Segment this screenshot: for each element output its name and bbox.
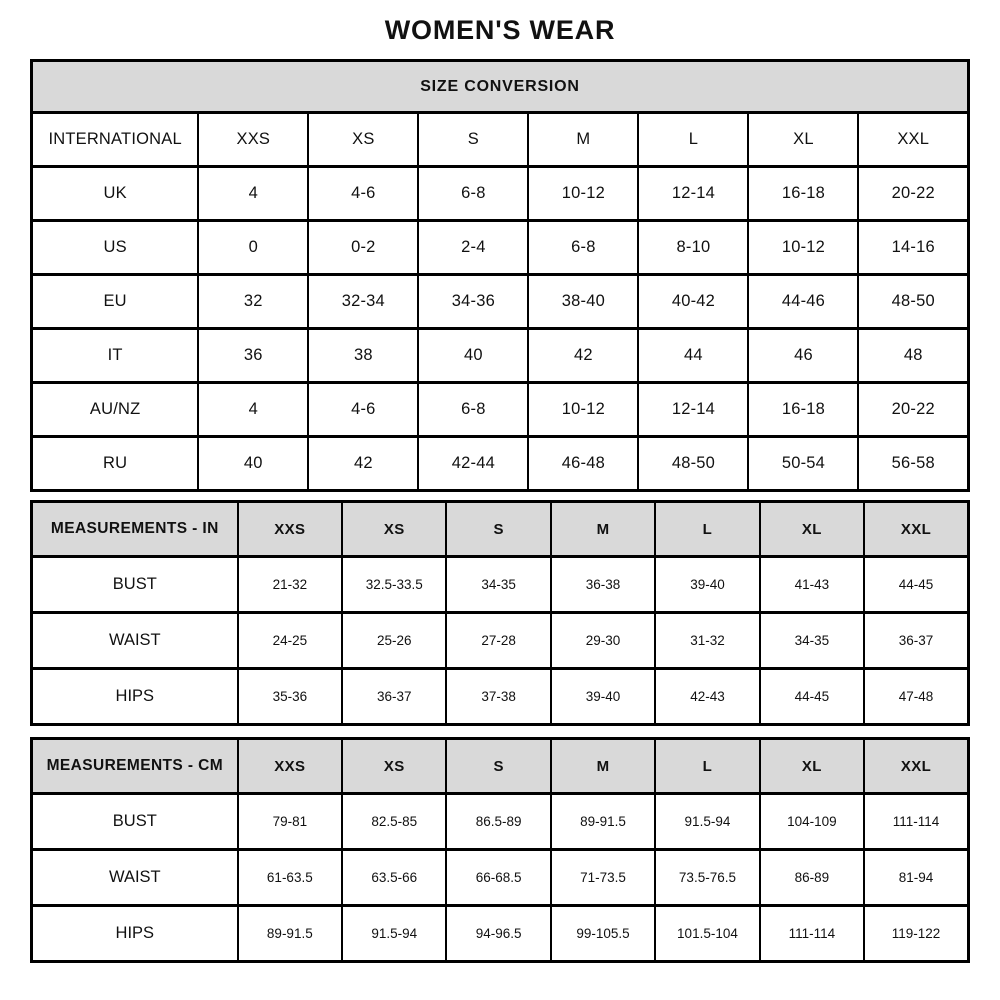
- size-cell: 6-8: [418, 167, 528, 221]
- measure-cell: 42-43: [655, 669, 759, 725]
- row-label: IT: [32, 329, 199, 383]
- size-cell: 38: [308, 329, 418, 383]
- size-cell: 10-12: [528, 383, 638, 437]
- measure-cell: 104-109: [760, 794, 864, 850]
- size-cell: 4: [198, 167, 308, 221]
- column-header-xs: XS: [342, 739, 446, 794]
- row-label: AU/NZ: [32, 383, 199, 437]
- table-row-uk: [32, 167, 969, 221]
- measurements-cm-title: MEASUREMENTS - CM: [32, 739, 238, 794]
- table-row-bust-cm: [32, 794, 969, 850]
- column-header-s: S: [446, 739, 550, 794]
- column-header-m: M: [551, 502, 655, 557]
- row-label: HIPS: [32, 669, 238, 725]
- size-cell: 46: [748, 329, 858, 383]
- size-cell: 40: [198, 437, 308, 491]
- measure-cell: 35-36: [238, 669, 342, 725]
- size-cell: 10-12: [748, 221, 858, 275]
- column-header-m: M: [528, 113, 638, 167]
- column-header-m: M: [551, 739, 655, 794]
- size-cell: 4-6: [308, 383, 418, 437]
- size-cell: 36: [198, 329, 308, 383]
- measurements-in-header-row: [32, 502, 969, 557]
- size-conversion-title: SIZE CONVERSION: [32, 61, 969, 113]
- row-label: WAIST: [32, 850, 238, 906]
- size-cell: 42: [308, 437, 418, 491]
- table-row-hips-cm: [32, 906, 969, 962]
- measure-cell: 73.5-76.5: [655, 850, 759, 906]
- size-cell: 2-4: [418, 221, 528, 275]
- column-header-international: INTERNATIONAL: [32, 113, 199, 167]
- measure-cell: 44-45: [864, 557, 968, 613]
- measure-cell: 41-43: [760, 557, 864, 613]
- size-cell: 48-50: [858, 275, 968, 329]
- column-header-xxs: XXS: [238, 739, 342, 794]
- size-cell: 32: [198, 275, 308, 329]
- table-row-it: [32, 329, 969, 383]
- measure-cell: 82.5-85: [342, 794, 446, 850]
- size-cell: 20-22: [858, 383, 968, 437]
- row-label: BUST: [32, 557, 238, 613]
- measure-cell: 91.5-94: [655, 794, 759, 850]
- size-cell: 4: [198, 383, 308, 437]
- size-cell: 40-42: [638, 275, 748, 329]
- page-title: WOMEN'S WEAR: [384, 15, 616, 45]
- size-cell: 42-44: [418, 437, 528, 491]
- table-row-us: [32, 221, 969, 275]
- column-header-l: L: [638, 113, 748, 167]
- size-cell: 42: [528, 329, 638, 383]
- measure-cell: 119-122: [864, 906, 968, 962]
- measure-cell: 86-89: [760, 850, 864, 906]
- size-cell: 16-18: [748, 383, 858, 437]
- measure-cell: 111-114: [760, 906, 864, 962]
- row-label: WAIST: [32, 613, 238, 669]
- size-cell: 10-12: [528, 167, 638, 221]
- measure-cell: 36-38: [551, 557, 655, 613]
- size-cell: 14-16: [858, 221, 968, 275]
- measure-cell: 31-32: [655, 613, 759, 669]
- size-cell: 48: [858, 329, 968, 383]
- size-cell: 44-46: [748, 275, 858, 329]
- size-cell: 44: [638, 329, 748, 383]
- size-cell: 6-8: [528, 221, 638, 275]
- column-header-xl: XL: [760, 739, 864, 794]
- table-row-ru: [32, 437, 969, 491]
- column-header-xxs: XXS: [238, 502, 342, 557]
- measure-cell: 89-91.5: [551, 794, 655, 850]
- measure-cell: 34-35: [760, 613, 864, 669]
- measure-cell: 61-63.5: [238, 850, 342, 906]
- measure-cell: 21-32: [238, 557, 342, 613]
- size-cell: 8-10: [638, 221, 748, 275]
- row-label: RU: [32, 437, 199, 491]
- table-row-eu: [32, 275, 969, 329]
- measure-cell: 39-40: [551, 669, 655, 725]
- measure-cell: 94-96.5: [446, 906, 550, 962]
- size-cell: 38-40: [528, 275, 638, 329]
- row-label: HIPS: [32, 906, 238, 962]
- column-header-xxl: XXL: [864, 739, 968, 794]
- column-header-l: L: [655, 502, 759, 557]
- size-cell: 48-50: [638, 437, 748, 491]
- measure-cell: 79-81: [238, 794, 342, 850]
- measure-cell: 44-45: [760, 669, 864, 725]
- size-cell: 6-8: [418, 383, 528, 437]
- measurements-in-table: [30, 500, 970, 726]
- size-cell: 20-22: [858, 167, 968, 221]
- size-cell: 12-14: [638, 383, 748, 437]
- measure-cell: 81-94: [864, 850, 968, 906]
- measure-cell: 101.5-104: [655, 906, 759, 962]
- measure-cell: 63.5-66: [342, 850, 446, 906]
- measure-cell: 24-25: [238, 613, 342, 669]
- column-header-xs: XS: [342, 502, 446, 557]
- table-row-bust-in: [32, 557, 969, 613]
- measurements-cm-header-row: [32, 739, 969, 794]
- size-conversion-title-row: [32, 61, 969, 113]
- measure-cell: 36-37: [864, 613, 968, 669]
- measure-cell: 29-30: [551, 613, 655, 669]
- size-conversion-table: [30, 59, 970, 492]
- column-header-s: S: [418, 113, 528, 167]
- measure-cell: 99-105.5: [551, 906, 655, 962]
- measurements-cm-table: [30, 737, 970, 963]
- size-cell: 0-2: [308, 221, 418, 275]
- size-cell: 50-54: [748, 437, 858, 491]
- measure-cell: 39-40: [655, 557, 759, 613]
- measure-cell: 86.5-89: [446, 794, 550, 850]
- row-label: UK: [32, 167, 199, 221]
- measure-cell: 27-28: [446, 613, 550, 669]
- row-label: BUST: [32, 794, 238, 850]
- measure-cell: 111-114: [864, 794, 968, 850]
- size-cell: 4-6: [308, 167, 418, 221]
- size-cell: 0: [198, 221, 308, 275]
- size-cell: 40: [418, 329, 528, 383]
- size-cell: 16-18: [748, 167, 858, 221]
- column-header-xl: XL: [760, 502, 864, 557]
- row-label: US: [32, 221, 199, 275]
- column-header-s: S: [446, 502, 550, 557]
- measure-cell: 37-38: [446, 669, 550, 725]
- measure-cell: 25-26: [342, 613, 446, 669]
- column-header-xs: XS: [308, 113, 418, 167]
- size-cell: 32-34: [308, 275, 418, 329]
- measure-cell: 47-48: [864, 669, 968, 725]
- size-cell: 12-14: [638, 167, 748, 221]
- size-cell: 34-36: [418, 275, 528, 329]
- table-row-aunz: [32, 383, 969, 437]
- size-cell: 56-58: [858, 437, 968, 491]
- column-header-xxs: XXS: [198, 113, 308, 167]
- measure-cell: 36-37: [342, 669, 446, 725]
- table-row-waist-in: [32, 613, 969, 669]
- measure-cell: 89-91.5: [238, 906, 342, 962]
- column-header-xxl: XXL: [858, 113, 968, 167]
- measure-cell: 91.5-94: [342, 906, 446, 962]
- table-header-row: [32, 113, 969, 167]
- row-label: EU: [32, 275, 199, 329]
- column-header-xl: XL: [748, 113, 858, 167]
- table-row-waist-cm: [32, 850, 969, 906]
- measurements-in-title: MEASUREMENTS - IN: [32, 502, 238, 557]
- measure-cell: 32.5-33.5: [342, 557, 446, 613]
- measure-cell: 34-35: [446, 557, 550, 613]
- table-row-hips-in: [32, 669, 969, 725]
- column-header-l: L: [655, 739, 759, 794]
- size-cell: 46-48: [528, 437, 638, 491]
- measure-cell: 66-68.5: [446, 850, 550, 906]
- column-header-xxl: XXL: [864, 502, 968, 557]
- measure-cell: 71-73.5: [551, 850, 655, 906]
